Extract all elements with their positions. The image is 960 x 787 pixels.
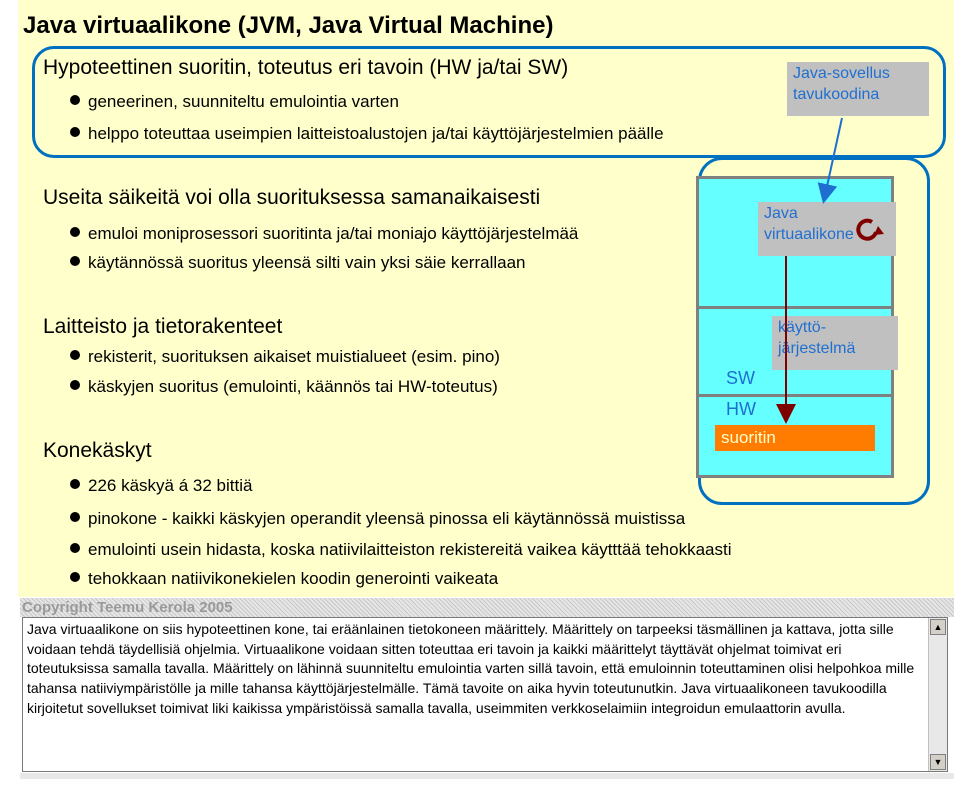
bullet-dot: [70, 543, 80, 553]
cpu-box: suoritin: [715, 425, 875, 451]
bullet-dot: [70, 227, 80, 237]
bullet-text: emulointi usein hidasta, koska natiivilaitteiston rekistereitä vaikea käytttää tehokkaasti: [88, 540, 732, 559]
bullet-dot: [70, 572, 80, 582]
bullet-stack-machine: [70, 509, 685, 529]
bullet-dot: [70, 380, 80, 390]
bullet-emulates-multiprocessor: [70, 224, 578, 244]
scroll-up-button[interactable]: ▲: [930, 619, 946, 635]
jvm-line2: virtuaalikone: [764, 226, 854, 243]
bullet-dot: [70, 479, 80, 489]
bullet-execution: [70, 377, 498, 397]
bullet-dot: [70, 127, 80, 137]
bullet-easy-to-implement: [70, 124, 664, 144]
bullet-text: pinokone - kaikki käskyjen operandit yleensä pinossa eli käytännössä muistissa: [88, 509, 686, 528]
section-heading-threads: Useita säikeitä voi olla suorituksessa samanaikaisesti: [43, 186, 541, 209]
bullet-text: käytännössä suoritus yleensä silti vain yksi säie kerrallaan: [88, 253, 526, 272]
bullet-text: emuloi moniprosessori suoritinta ja/tai moniajo käyttöjärjestelmää: [88, 224, 579, 243]
bullet-text: käskyjen suoritus (emulointi, käännös tai HW-toteutus): [88, 377, 498, 396]
bullet-dot: [70, 256, 80, 266]
slide-title: Java virtuaalikone (JVM, Java Virtual Machine): [23, 12, 554, 39]
bullet-text: helppo toteuttaa useimpien laitteistoalustojen ja/tai käyttöjärjestelmien päälle: [88, 124, 664, 143]
bullet-text: geneerinen, suunniteltu emulointia varten: [88, 92, 399, 111]
section-heading-instructions: Konekäskyt: [43, 439, 152, 462]
bullet-registers: [70, 347, 500, 367]
section-heading-hypothetical: Hypoteettinen suoritin, toteutus eri tavoin (HW ja/tai SW): [43, 56, 569, 79]
diagram-divider-jvm: [696, 306, 894, 309]
notes-text: Java virtuaalikone on siis hypoteettinen kone, tai eräänlainen tietokoneen määrittely. Määrittely on tarpeeksi täsmällinen ja kattava, jotta sille voidaan tehdä täydellisiä ohjelmia. Virtuaalikone voidaan sitten toteuttaa eri tavoin ja kaikki määrittelyt täyttävät ohjelmat toimivat eri toteutuksissa samalla tavalla. Määrittely on lähinnä suunniteltu emulointia varten sillä tavoin, että emuloinnin toteuttaminen olisi helpohkoa mille tahansa natiiviympäristölle ja mille tahansa käyttöjärjestelmälle. Tämä tavoite on aika hyvin toteutunutkin. Java virtuaalikoneen tavukoodilla kirjoitetut sovellukset toimivat liki kaikissa ympäristöissä samalla tavalla, useimmiten verkkoselaimiin integroidun emulaattorin avulla.: [27, 621, 915, 716]
notes-scrollbar[interactable]: [928, 618, 947, 771]
hw-label: HW: [726, 399, 756, 419]
bullet-text: rekisterit, suorituksen aikaiset muistialueet (esim. pino): [88, 347, 500, 366]
jvm-label: [758, 202, 896, 256]
scroll-down-button[interactable]: ▼: [930, 754, 946, 770]
copyright-bar: Copyright Teemu Kerola 2005: [20, 598, 954, 617]
sw-label: SW: [726, 368, 755, 388]
bullet-dot: [70, 350, 80, 360]
section-heading-hardware: Laitteisto ja tietorakenteet: [43, 315, 283, 338]
os-line2: järjestelmä: [778, 340, 856, 357]
bullet-dot: [70, 95, 80, 105]
bullet-226-instructions: [70, 476, 252, 496]
java-app-line1: Java-sovellus: [793, 65, 890, 82]
bullet-emulation-slow: [70, 540, 732, 560]
jvm-line1: Java: [764, 205, 798, 222]
bullet-text: tehokkaan natiivikonekielen koodin generointi vaikeata: [88, 569, 499, 588]
bullet-native-code: [70, 569, 498, 589]
bullet-text: 226 käskyä á 32 bittiä: [88, 476, 253, 495]
bottom-strip: [20, 773, 954, 779]
java-app-line2: tavukoodina: [793, 86, 880, 103]
java-app-label: [787, 62, 929, 116]
notes-panel[interactable]: [22, 617, 948, 772]
bullet-dot: [70, 512, 80, 522]
bullet-generic: [70, 92, 399, 112]
diagram-divider-sw-hw: [696, 394, 894, 397]
os-line1: käyttö-: [778, 319, 827, 336]
os-label: [772, 316, 898, 370]
bullet-one-thread: [70, 253, 525, 273]
